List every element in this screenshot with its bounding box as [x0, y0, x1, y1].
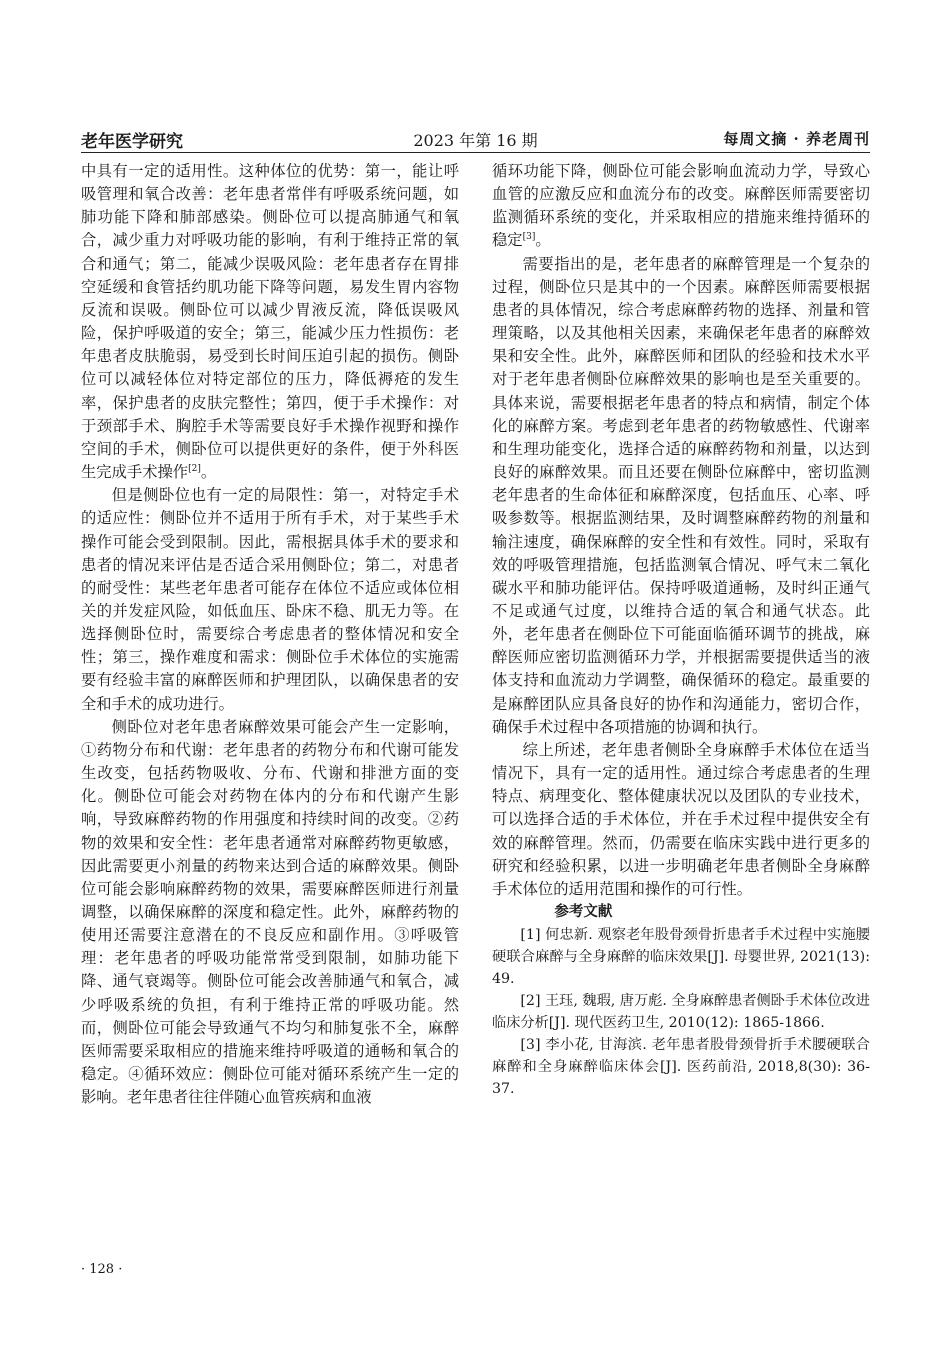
- header-rule: [81, 152, 870, 153]
- reference-item: [1] 何忠新. 观察老年股骨颈骨折患者手术过程中实施腰硬联合麻醉与全身麻醉的临床效果[J]. 母婴世界, 2021(13): 49.: [492, 927, 870, 987]
- right-column: [492, 160, 870, 1100]
- paragraph-end: 。: [200, 463, 217, 482]
- paragraph-limitations: 但是侧卧位也有一定的局限性：第一，对特定手术的适应性：侧卧位并不适用于所有手术，对于某些手术操作可能会受到限制。因此，需根据具体手术的要求和患者的情况来评估是否适合采用侧卧位；第二，对患者的耐受性：某些老年患者可能存在体位不适应或体位相关的并发症风险，如低血压、卧床不稳、肌无力等。在选择侧卧位时，需要综合考虑患者的整体情况和安全性；第三，操作难度和需求：侧卧位手术体位的实施需要有经验丰富的麻醉医师和护理团队，以确保患者的安全和手术的成功进行。: [81, 486, 459, 713]
- paragraph-circulation: [492, 160, 870, 253]
- journal-title: 老年医学研究: [81, 132, 183, 152]
- reference-item: [2] 王珏, 魏瑕, 唐万彪. 全身麻醉患者侧卧手术体位改进临床分析[J]. 现代医药卫生, 2010(12): 1865-1866.: [492, 993, 870, 1031]
- paragraph-effects: 侧卧位对老年患者麻醉效果可能会产生一定影响，①药物分布和代谢：老年患者的药物分布和代谢可能发生改变，包括药物吸收、分布、代谢和排泄方面的变化。侧卧位可能会对药物在体内的分布和代谢产生影响，导致麻醉药物的作用强度和持续时间的改变。②药物的效果和安全性：老年患者通常对麻醉药物更敏感，因此需要更小剂量的药物来达到合适的麻醉效果。侧卧位可能会影响麻醉药物的效果，需要麻醉医师进行剂量调整，以确保麻醉的深度和稳定性。此外，麻醉药物的使用还需要注意潜在的不良反应和副作用。③呼吸管理：老年患者的呼吸功能常常受到限制，如肺功能下降、通气衰竭等。侧卧位可能会改善肺通气和氧合，减少呼吸系统的负担，有利于维持正常的呼吸功能。然而，侧卧位可能会导致通气不均匀和肺复张不全，麻醉医师需要采取相应的措施来维持呼吸道的通畅和氧合的稳定。④循环效应：侧卧位可能对循环系统产生一定的影响。老年患者往往伴随心血管疾病和血液: [81, 717, 459, 1107]
- magazine-title: 每周文摘 · 养老周刊: [723, 130, 870, 148]
- references-title: 参考文献: [554, 904, 613, 920]
- issue-label: 2023 年第 16 期: [413, 131, 538, 150]
- reference-item: [3] 李小花, 甘海滨. 老年患者股骨颈骨折手术腰硬联合麻醉和全身麻醉临床体会[J]. 医药前沿, 2018,8(30): 36-37.: [492, 1037, 870, 1097]
- paragraph-text: 循环功能下降，侧卧位可能会影响血流动力学，导致心血管的应激反应和血流分布的改变。麻醉医师需要密切监测循环系统的变化，并采取相应的措施来维持循环的稳定: [492, 162, 870, 250]
- paragraph-advantages: [81, 160, 459, 484]
- citation-ref[interactable]: [2]: [188, 463, 201, 474]
- left-column: [81, 160, 459, 1109]
- citation-ref[interactable]: [3]: [522, 232, 536, 243]
- page-number: · 128 ·: [81, 1262, 123, 1277]
- paragraph-text: 中具有一定的适用性。这种体位的优势：第一，能让呼吸管理和氧合改善：老年患者常伴有呼吸系统问题，如肺功能下降和肺部感染。侧卧位可以提高肺通气和氧合，减少重力对呼吸功能的影响，有利于维持正常的氧合和通气；第二，能减少误吸风险：老年患者存在胃排空延缓和食管括约肌功能下降等问题，易发生胃内容物反流和误吸。侧卧位可以减少胃液反流，降低误吸风险，保护呼吸道的安全；第三，能减少压力性损伤：老年患者皮肤脆弱，易受到长时间压迫引起的损伤。侧卧位可以减轻体位对特定部位的压力，降低褥疮的发生率，保护患者的皮肤完整性；第四，便于手术操作：对于颈部手术、胸腔手术等需要良好手术操作视野和操作空间的手术，侧卧位可以提供更好的条件，便于外科医生完成手术操作: [81, 162, 459, 482]
- page-header: [81, 127, 870, 153]
- paragraph-end: 。: [535, 231, 551, 250]
- paragraph-conclusion: 综上所述，老年患者侧卧全身麻醉手术体位在适当情况下，具有一定的适用性。通过综合考虑患者的生理特点、病理变化、整体健康状况以及团队的专业技术，可以选择合适的手术体位，并在手术过程中提供安全有效的麻醉管理。然而，仍需要在临床实践中进行更多的研究和经验积累，以进一步明确老年患者侧卧全身麻醉手术体位的适用范围和操作的可行性。: [492, 740, 870, 898]
- paragraph-management: 需要指出的是，老年患者的麻醉管理是一个复杂的过程，侧卧位只是其中的一个因素。麻醉医师需要根据患者的具体情况，综合考虑麻醉药物的选择、剂量和管理策略，以及其他相关因素，来确保老年患者的麻醉效果和安全性。此外，麻醉医师和团队的经验和技术水平对于老年患者侧卧位麻醉效果的影响也是至关重要的。具体来说，需要根据老年患者的特点和病情，制定个体化的麻醉方案。考虑到老年患者的药物敏感性、代谢率和生理功能变化，选择合适的麻醉药物和剂量，以达到良好的麻醉效果。而且还要在侧卧位麻醉中，密切监测老年患者的生命体征和麻醉深度，包括血压、心率、呼吸参数等。根据监测结果，及时调整麻醉药物的剂量和输注速度，确保麻醉的安全性和有效性。同时，采取有效的呼吸管理措施，包括监测氧合情况、呼气末二氧化碳水平和肺功能评估。保持呼吸道通畅，及时纠正通气不足或通气过度，以维持合适的氧合和通气状态。此外，老年患者在侧卧位下可能面临循环调节的挑战，麻醉医师应密切监测循环力学，并根据需要提供适当的液体支持和血流动力学调整，确保循环的稳定。最重要的是麻醉团队应具备良好的协作和沟通能力，密切合作，确保手术过程中各项措施的协调和执行。: [492, 254, 870, 736]
